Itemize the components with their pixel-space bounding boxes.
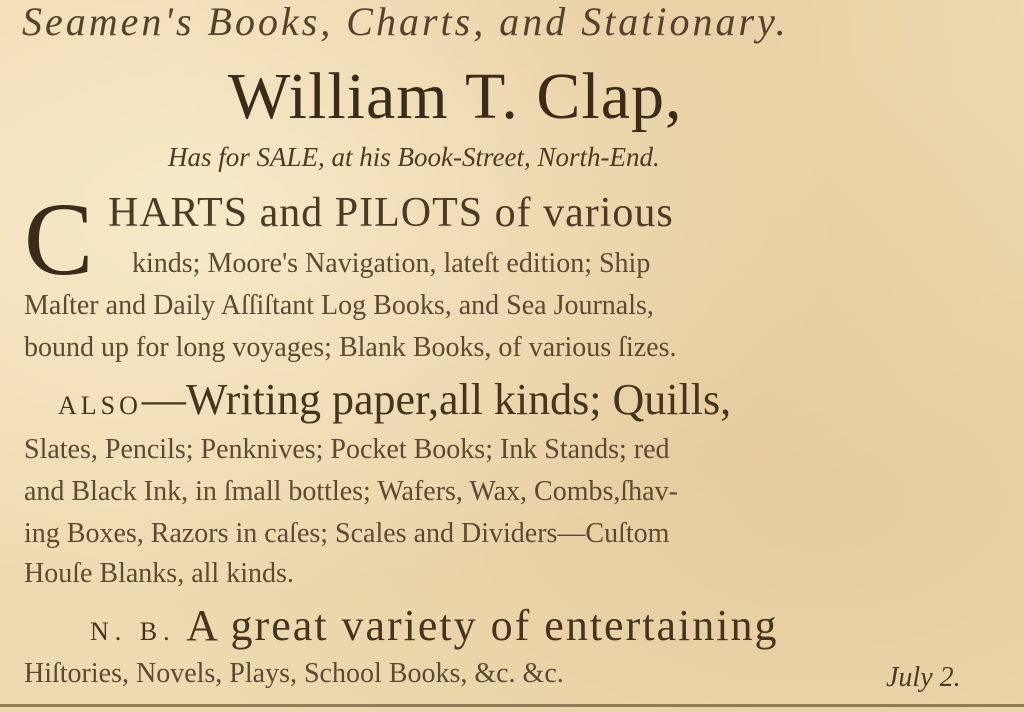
nota-bene-line (90, 601, 779, 650)
nota-bene-text: A great variety of entertaining (186, 601, 779, 650)
body-line: Houſe Blanks, all kinds. (24, 558, 294, 589)
date-line: July 2. (886, 662, 961, 693)
body-line: kinds; Moore's Navigation, lateſt edition; Ship (132, 248, 651, 279)
also-text: —Writing paper,all kinds; Quills, (141, 375, 732, 424)
vendor-name: William T. Clap, (228, 60, 683, 133)
body-line: Slates, Pencils; Penknives; Pocket Books; Ink Stands; red (24, 434, 670, 465)
lead-line: HARTS and PILOTS of various (108, 190, 674, 236)
body-line: bound up for long voyages; Blank Books, of various ſizes. (24, 332, 677, 363)
body-line: Maſter and Daily Aſſiſtant Log Books, and Sea Journals, (24, 290, 654, 321)
body-line: ing Boxes, Razors in caſes; Scales and Dividers—Cuſtom (24, 518, 670, 549)
body-line: Hiſtories, Novels, Plays, School Books, &c. &c. (24, 658, 564, 689)
nota-bene-label: N. B. (90, 617, 176, 646)
advertisement-heading: Seamen's Books, Charts, and Stationary. (22, 0, 789, 44)
sale-location-line: Has for SALE, at his Book-Street, North-End. (168, 142, 660, 172)
also-label: ALSO (58, 391, 142, 420)
also-line (58, 375, 732, 424)
body-line: and Black Ink, in ſmall bottles; Wafers, Wax, Combs,ſhav- (24, 476, 678, 507)
column-rule (0, 704, 1024, 707)
drop-cap: C (24, 182, 94, 297)
